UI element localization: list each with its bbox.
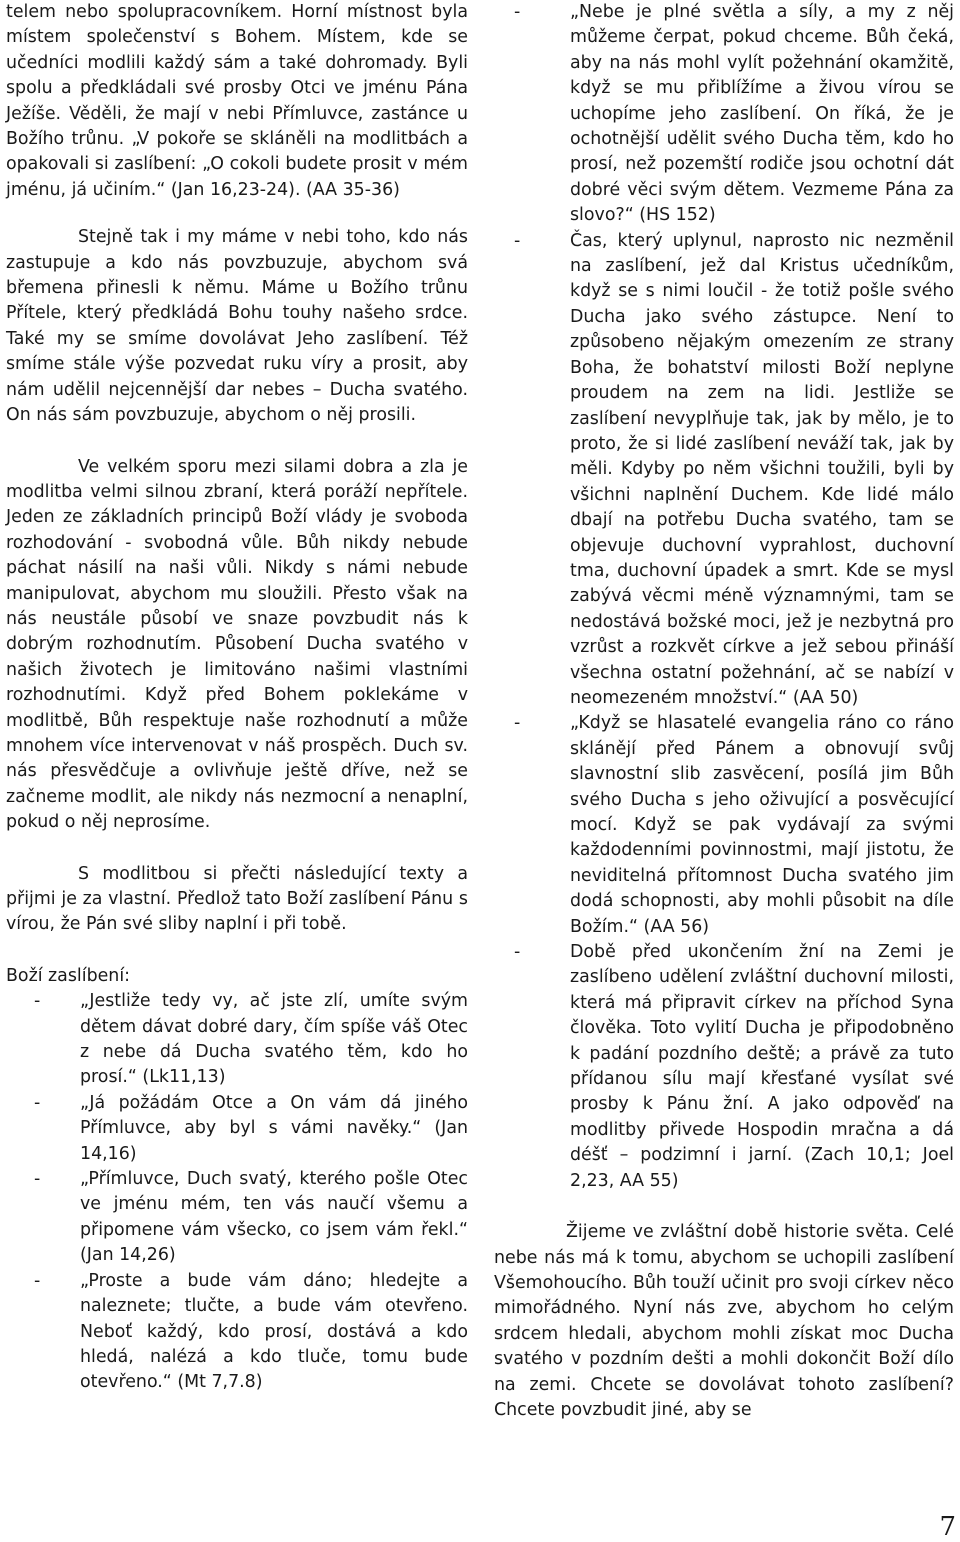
intro-paragraph: telem nebo spolupracovníkem. Horní místnost byla místem společenství s Bohem. Místem, kde se učedníci modlili každý sám a také dohromady. Byli spolu a předkládali své prosby Otci ve jménu Pána Ježíše. Věděli, že mají v nebi Přímluvce, zastánce u Božího trůnu. „V pokoře se skláněli na modlitbách a opakovali si zaslíbení: „O cokoli budete prosit v mém jménu, já učiním.“ (Jan 16,23-24). (AA 35-36) [6,2,468,200]
list-dash: - [514,230,521,251]
list-dash: - [514,713,521,734]
promise-item [6,1269,468,1396]
promise-text: „Proste a bude vám dáno; hledejte a naleznete; tlučte, a bude vám otevřeno. Neboť každý, kdo prosí, dostává a kdo hledá, nalézá a kdo tluče, tomu bude otevřeno.“ (Mt 7,7.8) [80,1270,468,1393]
promise-text: „Přímluvce, Duch svatý, kterého pošle Otec ve jménu mém, ten vás naučí všemu a připomene vám všecko, co jsem vám řekl.“ (Jan 14,26) [80,1169,468,1266]
right-column [494,0,954,1423]
quote-text: „Když se hlasatelé evangelia ráno co ráno sklánějí před Pánem a obnovují svůj slavnostní slib zasvěcení, posílá jim Bůh svého Ducha s jeho oživující a posvěcující mocí. Když se pak vydávají za svými každodenními povinnostmi, mají jistotu, že neviditelná přítomnost Ducha svatého jim dodá schopnosti, aby mohli působit na díle Božím.“ (AA 56) [570,713,954,937]
closing-paragraph: Žijeme ve zvláštní době historie světa. Celé nebe nás má k tomu, abychom se uchopili zaslíbení Všemohoucího. Bůh touží učinit pro svoji církev něco mimořádného. Nyní nás zve, abychom ho celým srdcem hledali, abychom mohli získat moc Ducha svatého v pozdním dešti a mohli dokončit Boží dílo na zemi. Chcete se dovolávat tohoto zaslíbení? Chcete povzbudit jiné, aby se [494,1222,954,1420]
promise-item [6,1091,468,1167]
list-dash: - [514,2,521,22]
list-dash: - [514,942,521,963]
list-dash: - [34,991,41,1012]
quote-text: „Nebe je plné světla a síly, a my z něj můžeme čerpat, pokud chceme. Bůh čeká, aby na nás mohl vylít požehnání okamžitě, když se mu přiblížíme a živou vírou se uchopíme jeho zaslíbení. On říká, že je ochotnější udělit svého Ducha těm, kdo ho prosí, než pozemští rodiče jsou ochotní dát dobré věci svým dětem. Vezmeme Pána za slovo?“ (HS 152) [570,2,954,226]
promises-heading: Boží zaslíbení: [6,965,131,986]
quote-item [494,940,954,1194]
quote-text: Době před ukončením žní na Zemi je zaslíbeno udělení zvláštní duchovní milosti, která má připravit církev na příchod Syna člověka. Toto vylití Ducha je připodobněno k padání pozdního deště; a právě za tuto přídanou sílu mají křesťané vysílat své prosby k Pánu žní. A jako odpověď na modlitby přivede Hospodin mračna a dá déšť – podzimní i jarní. (Zach 10,1; Joel 2,23, AA 55) [570,942,954,1191]
prayer-paragraph: S modlitbou si přečti následující texty a přijmi je za vlastní. Předlož tato Boží zaslíbení Pánu s vírou, že Pán své sliby naplní i při tobě. [6,863,468,935]
left-column [6,0,468,1396]
list-dash: - [34,1092,41,1113]
promise-item [6,1167,468,1269]
quote-text: Čas, který uplynul, naprosto nic nezměnil na zaslíbení, jež dal Kristus učedníkům, když se s nimi loučil - že totiž pošle svého Ducha jako svého zástupce. Není to způsobeno nějakým omezením ze strany Boha, že bohatství milosti Boží neplyne proudem na zem na lidi. Jestliže se zaslíbení nevyplňuje tak, jak by mělo, je to proto, že si lidé zaslíbení neváží tak, jak by měli. Kdyby po něm všichni toužili, byli by všichni naplnění Duchem. Kde lidé málo dbají na potřebu Ducha svatého, tam se objevuje duchovní vyprahlost, duchovní tma, duchovní úpadek a smrt. Kde se mysl zabývá věcmi méně významnými, tam se nedostává božské moci, jež je nezbytná pro vzrůst a rozkvět církve a jež sebou přináší všechna ostatní požehnání, ač se nabízí v neomezeném množství.“ (AA 50) [570,230,954,708]
intercessor-paragraph: Stejně tak i my máme v nebi toho, kdo nás zastupuje a kdo nás povzbuzuje, abychom svá břemena přinesli k němu. Máme u Božího trůnu Přítele, který předkládá Bohu touhy našeho srdce. Také my se smíme dovolávat Jeho zaslíbení. Též smíme stále výše pozvedat ruku víry a prosit, aby nám udělil nejcennější dar nebes – Ducha svatého. On nás sám povzbuzuje, abychom o něj prosili. [6,227,468,426]
promise-text: „Jestliže tedy vy, ač jste zlí, umíte svým dětem dávat dobré dary, čím spíše váš Otec z nebe dá Ducha svatého těm, kdo ho prosí.“ (Lk11,13) [80,991,468,1088]
list-dash: - [34,1169,41,1190]
promise-text: „Já požádám Otce a On vám dá jiného Přímluvce, aby byl s vámi navěky.“ (Jan 14,16) [80,1092,468,1164]
list-dash: - [34,1270,41,1291]
quote-item [494,711,954,940]
promise-item [6,989,468,1091]
struggle-paragraph: Ve velkém sporu mezi silami dobra a zla je modlitba velmi silnou zbraní, která poráží nepřítele. Jeden ze základních principů Boží vlády je svoboda rozhodování - svobodná vůle. Bůh nikdy nebude páchat násilí na naši vůli. Nikdy s námi nebude manipulovat, abychom mu sloužili. Přesto však na nás neustále působí ve snaze povzbudit nás k dobrým rozhodnutím. Působení Ducha svatého v našich životech je limitováno našimi vlastními rozhodnutími. Když před Bohem poklekáme v modlitbě, Bůh respektuje naše rozhodnutí a může mnohem více intervenovat v náš prospěch. Duch sv. nás přesvědčuje a ovlivňuje ještě dříve, než se začneme modlit, ale nikdy nás nezmocní a nenaplní, pokud o něj neprosíme. [6,456,468,833]
page-number: 7 [939,1512,956,1542]
quote-item [494,0,954,229]
quote-item [494,229,954,712]
